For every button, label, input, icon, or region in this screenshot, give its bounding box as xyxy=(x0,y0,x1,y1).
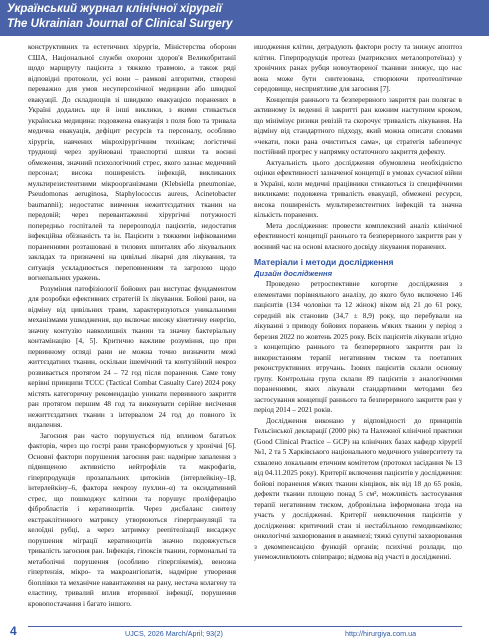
right-paragraph: Актуальність цього дослідження обумовлена необхідністю оцінки ефективності зазначеної концепції в умовах сучасної війни в Україні, коли медичні працівники стикаються із специфічними викликами: подовжена тривалість евакуації, обмежені ресурси, висока поширеність мультирезистентних інфекцій та значна кількість поранених. xyxy=(254,157,462,219)
journal-header xyxy=(0,0,489,36)
right-paragraph: ишодження клітин, деградують фактори росту та знижує апоптоз клітин. Гіперпродукція протеаз (матриксних металопротеїназ) у хронічних ранах рубця новоутвореної тканини знижує, що нас вона може бути синтезована, створюючи протеолітичне середовище, несприятливе для загоєння [7]. xyxy=(254,42,462,93)
right-paragraph: Проведено ретроспективне когортне дослідження з елементами порівняльного аналізу, до якого було включено 146 пацієнтів (134 чоловіки та 12 жінок) віком від 21 до 61 року, середній вік становив (34,7 ± 8,9) року, що перебували на лікуванні з приводу бойових поранень м'яких тканин у період з березня 2022 по жовтень 2025 року. Всіх пацієнтів лікували згідно з концепцією раннього та безперервного закриття ран із використанням терапії негативним тиском та поетапних реконструктивних втручань. Ізових пацієнтів склали основну групу. Контрольна група склали 89 пацієнтів з аналогічними пораненнями, яких лікували стандартними методами без застосування концепції раннього та безперервного закриття ран у період 2014 – 2021 років. xyxy=(254,279,462,414)
journal-title-en: The Ukrainian Journal of Clinical Surgery xyxy=(7,18,233,30)
right-paragraph: Мета дослідження: провести комплексний аналіз клінічної ефективності концепції раннього та безперервного закриття ран у воєнний час на основі власного досвіду лікування поранених. xyxy=(254,220,462,251)
right-paragraph: Дослідження виконано у відповідності до принципів Гельсінської декларації (2000 рік) та Належної клінічної практики (Good Clinical Practice – GCP) на клінічних базах кафедр хірургії №1, 2 та 5 Харківського національного медичного університету та схвалено локальним етичним комітетом (протокол засідання № 13 від 04.11.2025 року). Критерії включення пацієнтів у дослідження: бойові поранення м'яких тканин кінцівок, вік від 18 до 65 років, дефекти тканин площею понад 5 см², можливість застосування терапії негативним тиском, добровільна інформована згода на участь у дослідженні. Критерії невключення пацієнтів у дослідження: критичний стан зі нестабільною гемодинамікою; онкологічні захворювання в анамнезі; тяжкі супутні захворювання з декомпенсацією функцій органів; психічні розлади, що унеможливлюють співпрацю; відмова від участі в дослідженні. xyxy=(254,415,462,561)
footer-journal-citation: UJCS, 2026 March/April; 93(2) xyxy=(125,629,223,638)
left-paragraph: конструктивних та естетичних хірургів, Міністерства оборони США, Національної служби охорони здоров'я Великобританії щодо маршруту пацієнта з тяжкою травмою, а також ряді відповідні протоколи, усі вони – рамкові алгоритми, створені переважно для умов несуперсонічної медицини або швидкої евакуації. До складнощів зі швидкою евакуацією поранених в Україні додались ще й інші виклики, з якими стикається українська медицина: подовжена евакуація з поля бою та тривала медична евакуація, дефіцит ресурсів та персоналу, особливо хірургів, навчених мікрохірургічним технікам; логістичні труднощі через зруйновані транспортні шляхи та воєнні обмеження, значний психологічний стрес, якого зазнає медичний персонал; висока поширеність інфекцій, викликаних мультирезистентними мікроорганізмами (Klebsiella pneumoniae, Pseudomonas aeruginosa, Staphylococcus aureus, Acinetobacter baumannii); недостатнє вивчення нежиттєздатних тканин на передовій; через перевантаженні хірургічні потужності попередньо госпіталей та перерозподіл пацієнтів, недостатня інфекційна обізнаність та ін. Пацієнти з тяжкими інфікованими пораненнями розташовані в тилових шпиталях або лікувальних закладах та призначені на цивільні лікарні для лікування, та ситуація ускладнюється переповненням та загрозою щодо вогнепальних уражень. xyxy=(28,42,236,282)
journal-title-ua: Український журнал клінічної хірургії xyxy=(7,3,222,15)
left-paragraph: Загоєння ран часто порушується під впливом багатьох факторів, через що гострі рани трансформуються у хронічні [6]. Основні фактори порушення загоєння ран: надмірне запалення з підвищеною активністю нейтрофілів та макрофагів, гіперпродукція прозапальних цитокінів (інтерлейкіну–1β, інтерлейкіну–6, фактора некрозу пухлин–α) та оксидативний стрес, що пошкоджує клітини та порушує проліферацію фібробластів і кератиноцитів. Через дисбаланс синтезу екстраклітинного матриксу утворюються гіпергрануляції та келоїдні рубці, а через затримку реепітелізації висаджує порушення міграції кератиноцитів значно подовжується тривалість загоєння ран. Інфекція, гіпоксія тканин, гормональні та метаболічні порушення (особливо гіперглікемія), венозна гіпертензія, мікро- та макроангіопатія, надмірне утворення біоплівки та механічне навантаження на рану, нестача колагену та еластину, тривалий вплив вторинної інфекції, порушення кровопостачання і багато іншого. xyxy=(28,430,236,608)
page-number: 4 xyxy=(10,624,17,638)
right-column xyxy=(254,42,462,610)
subsection-title: Дизайн дослідження xyxy=(254,269,333,278)
footer-divider xyxy=(28,626,462,627)
left-paragraph: Розуміння патофізіології бойових ран виступає фундаментом для розробки ефективних стратегій їх лікування. Бойові рани, на відміну від цивільних травм, характеризуються уникальними механізмами ушкодження, що включає високу кінетичну енергію, значну контузію навколишніх тканин та значну бактеріальну контамінацію [4, 5]. Критично важливе розуміння, що при первинному огляді рани не можна точно визначити межі життєздатних тканин, оскільки ішемічний та контузійний некроз розвивається протягом 24 – 72 год після поранення. Саме тому керівні принципи TCCC (Tactical Combat Casualty Care) 2024 року містять категоричну рекомендацію уникати первинного закриття ран протягом першим 48 год та виконувати серійне висічення нежиттєздатних тканин з інтервалом 24 год до повного їх видалення. xyxy=(28,283,236,429)
section-title: Матеріали і методи дослідження xyxy=(254,257,394,267)
footer-url-link[interactable]: http://hirurgiya.com.ua xyxy=(345,629,417,638)
left-column xyxy=(28,42,236,610)
right-paragraph: Концепція раннього та безперервного закриття ран полягає в активному їх веденні й закритті ран кожним наступним кроком, що мінімізує ризики ревізій та скорочує тривалість лікування. На відміну від стандартного підходу, який можна описати словами «чекати, поки рана очиститься сама», ця стратегія забезпечує постійний прогрес у напрямку остаточного закриття дефекту. xyxy=(254,94,462,156)
